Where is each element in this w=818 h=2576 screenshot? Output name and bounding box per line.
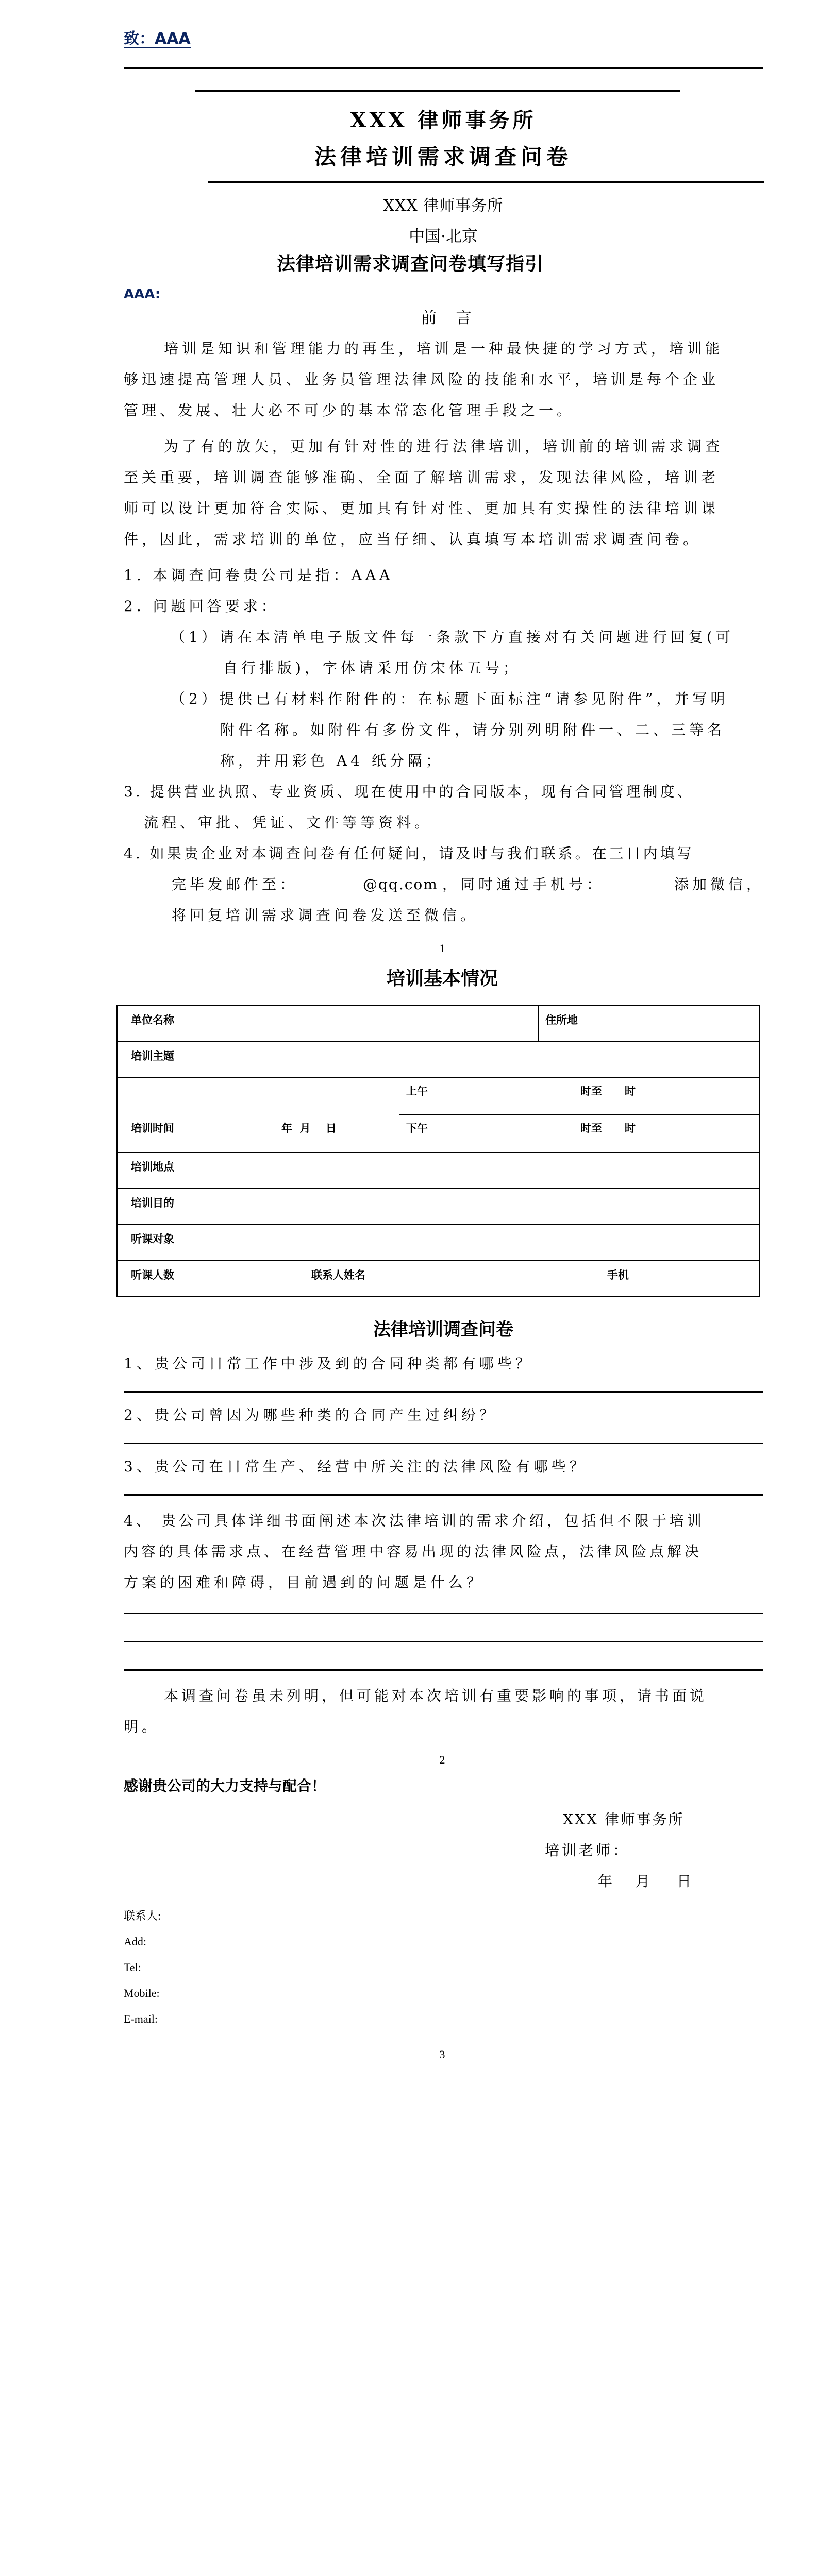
list-item-4-email: @qq.com (363, 876, 438, 893)
questionnaire-title: 法律培训调查问卷 (373, 1319, 513, 1340)
question-4-line-2: 内容的具体需求点、在经营管理中容易出现的法律风险点，法律风险点解决 (124, 1543, 703, 1560)
label-headcount: 听课人数 (131, 1269, 174, 1281)
guide-title: 法律培训需求调查问卷填写指引 (276, 253, 544, 275)
audience-field[interactable] (194, 1225, 759, 1260)
list-item-4-last: 将回复培训需求调查问卷发送至微信。 (172, 907, 479, 924)
list-item-2: 2. 问题回答要求： (124, 598, 279, 615)
list-item-4-email-prefix: 完毕发邮件至： (172, 876, 298, 893)
question-3: 3、贵公司在日常生产、经营中所关注的法律风险有哪些？ (124, 1458, 588, 1475)
cover-rule-bottom (208, 181, 764, 183)
signature-date-month: 月 (636, 1873, 650, 1890)
question-1: 1、贵公司日常工作中涉及到的合同种类都有哪些？ (124, 1355, 533, 1372)
signature-date-day: 日 (677, 1873, 692, 1890)
unit-name-field[interactable] (194, 1006, 538, 1041)
thanks-text: 感谢贵公司的大力支持与配合！ (124, 1777, 326, 1794)
basic-info-table (116, 1005, 760, 1297)
question-4-line-3: 方案的困难和障碍，目前遇到的问题是什么？ (124, 1574, 485, 1591)
answer-4-field-2[interactable] (124, 1615, 763, 1640)
question-4-line-1: 4、 贵公司具体详细书面阐述本次法律培训的需求介绍，包括但不限于培训 (124, 1512, 705, 1529)
page-number-3: 3 (439, 2048, 445, 2061)
list-item-4-wechat: 添加微信， (674, 876, 765, 893)
contact-name-field[interactable] (400, 1261, 594, 1296)
mobile-field[interactable] (645, 1261, 759, 1296)
paragraph-1-line-3: 管理、发展、壮大必不可少的基本常态化管理手段之一。 (124, 402, 575, 419)
cover-location: 中国·北京 (409, 227, 478, 246)
cover-rule-top (124, 67, 763, 69)
label-afternoon: 下午 (406, 1122, 428, 1134)
sub-item-2-line-1: （2）提供已有材料作附件的：在标题下面标注“请参见附件”，并写明 (171, 690, 729, 707)
page-end-spacer (0, 2066, 1, 2087)
signature-date-year: 年 (598, 1873, 613, 1890)
label-morning: 上午 (406, 1085, 428, 1097)
cover-rule-second (195, 90, 680, 92)
add-label: Add: (124, 1935, 146, 1948)
sub-item-2-line-3: 称，并用彩色 A4 纸分隔； (220, 752, 444, 769)
answer-2-field[interactable] (124, 1425, 763, 1442)
answer-line-4b (124, 1641, 763, 1642)
note-line-2: 明。 (124, 1718, 160, 1735)
paragraph-1-line-1: 培训是知识和管理能力的再生，培训是一种最快捷的学习方式，培训能 (164, 340, 724, 357)
list-item-4-phone: ，同时通过手机号： (442, 876, 605, 893)
preface-heading: 前 言 (421, 309, 479, 327)
signature-firm: XXX 律师事务所 (563, 1811, 685, 1828)
cover-firm-title: XXX 律师事务所 (350, 108, 537, 132)
row-line (118, 1077, 759, 1078)
answer-3-field[interactable] (124, 1477, 763, 1493)
note-line-1: 本调查问卷虽未列明，但可能对本次培训有重要影响的事项，请书面说 (164, 1687, 708, 1704)
topic-field[interactable] (194, 1042, 759, 1077)
page-number-2: 2 (439, 1753, 445, 1766)
question-2: 2、贵公司曾因为哪些种类的合同产生过纠纷？ (124, 1406, 497, 1423)
label-mobile: 手机 (607, 1269, 629, 1281)
paragraph-2-line-3: 师可以设计更加符合实际、更加具有针对性、更加具有实操性的法律培训课 (124, 500, 720, 517)
cover-doc-title: 法律培训需求调查问卷 (314, 144, 572, 170)
signature-trainer: 培训老师： (545, 1842, 630, 1859)
list-item-4-line-1: 4. 如果贵企业对本调查问卷有任何疑问，请及时与我们联系。在三日内填写 (124, 845, 694, 862)
sub-item-2-line-2: 附件名称。如附件有多份文件，请分别列明附件一、二、三等名 (220, 721, 726, 738)
col-line (538, 1006, 539, 1041)
paragraph-1-line-2: 够迅速提高管理人员、业务员管理法律风险的技能和水平，培训是每个企业 (124, 371, 720, 388)
answer-line-3 (124, 1494, 763, 1496)
sub-item-1-line-2: 自行排版)，字体请采用仿宋体五号； (223, 659, 521, 676)
label-location: 培训地点 (131, 1161, 174, 1173)
mobile-label: Mobile: (124, 1987, 160, 1999)
answer-line-4c (124, 1669, 763, 1671)
label-audience: 听课对象 (131, 1233, 174, 1245)
label-address: 住所地 (545, 1014, 578, 1026)
contact-label: 联系人: (124, 1909, 161, 1922)
email-label: E-mail: (124, 2012, 158, 2025)
answer-4-field-1[interactable] (124, 1593, 763, 1612)
label-time: 培训时间 (131, 1122, 174, 1134)
purpose-field[interactable] (194, 1189, 759, 1224)
label-afternoon-range: 时至 时 (580, 1122, 636, 1134)
paragraph-2-line-4: 件，因此，需求培训的单位，应当仔细、认真填写本培训需求调查问卷。 (124, 531, 702, 548)
answer-4-field-3[interactable] (124, 1643, 763, 1668)
page-number-1: 1 (439, 942, 445, 955)
headcount-field[interactable] (194, 1261, 285, 1296)
sub-item-1-line-1: （1）请在本清单电子版文件每一条款下方直接对有关问题进行回复(可 (171, 629, 734, 646)
label-purpose: 培训目的 (131, 1197, 174, 1209)
row-line (399, 1114, 759, 1115)
to-line: 致：AAA (124, 30, 191, 48)
paragraph-2-line-2: 至关重要，培训调查能够准确、全面了解培训需求，发现法律风险，培训老 (124, 469, 720, 486)
label-contact-name: 联系人姓名 (311, 1269, 365, 1281)
salutation: AAA: (124, 286, 161, 302)
label-morning-range: 时至 时 (580, 1085, 636, 1097)
tel-label: Tel: (124, 1961, 141, 1974)
list-item-3-line-2: 流程、审批、凭证、文件等等资料。 (144, 814, 433, 831)
address-field[interactable] (596, 1006, 759, 1041)
list-item-3-line-1: 3. 提供营业执照、专业资质、现在使用中的合同版本，现有合同管理制度、 (124, 783, 694, 800)
answer-line-4a (124, 1613, 763, 1614)
basic-info-title: 培训基本情况 (386, 968, 498, 989)
label-unit-name: 单位名称 (131, 1014, 174, 1026)
answer-line-2 (124, 1443, 763, 1444)
paragraph-2-line-1: 为了有的放矢，更加有针对性的进行法律培训，培训前的培训需求调查 (164, 438, 724, 455)
cover-firm-name: XXX 律师事务所 (383, 197, 504, 215)
label-topic: 培训主题 (131, 1050, 174, 1062)
label-date: 年 月 日 (281, 1122, 337, 1134)
answer-1-field[interactable] (124, 1374, 763, 1390)
answer-line-1 (124, 1391, 763, 1393)
location-field[interactable] (194, 1153, 759, 1188)
list-item-1: 1. 本调查问卷贵公司是指：AAA (124, 567, 394, 584)
